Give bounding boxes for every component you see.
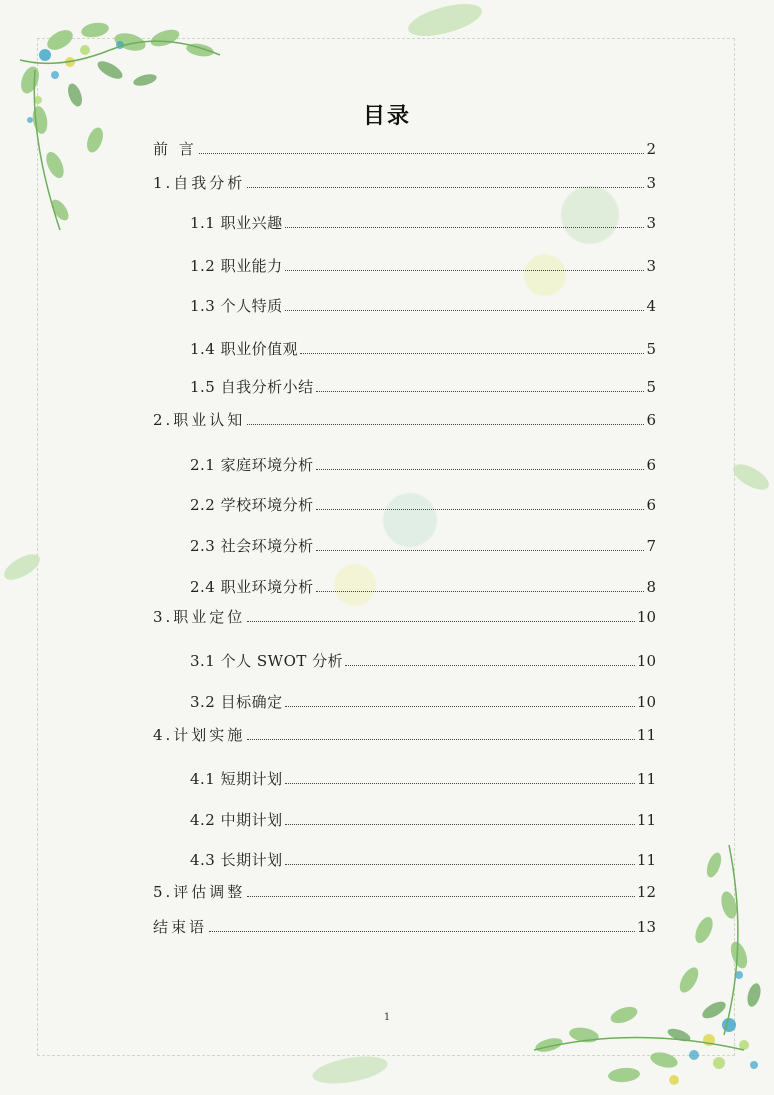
- toc-dot-leader: [300, 353, 644, 354]
- toc-entry-label: 1.2 职业能力: [190, 257, 283, 275]
- toc-dot-leader: [199, 153, 645, 154]
- toc-entry-label: 前 言: [153, 140, 197, 158]
- toc-page-number: 6: [646, 456, 656, 474]
- leaf-decoration-icon: [0, 545, 45, 590]
- toc-dot-leader: [285, 310, 645, 311]
- toc-entry[interactable]: [153, 882, 656, 902]
- toc-dot-leader: [247, 424, 644, 425]
- toc-subentry[interactable]: [190, 810, 656, 830]
- leaf-decoration-icon: [305, 1045, 395, 1090]
- toc-page-number: 10: [636, 693, 656, 711]
- toc-title: 目录: [362, 104, 411, 129]
- toc-page-number: 11: [636, 851, 656, 869]
- leaf-decoration-icon: [729, 455, 774, 500]
- toc-page-number: 10: [636, 608, 656, 626]
- toc-dot-leader: [316, 509, 645, 510]
- toc-dot-leader: [316, 591, 645, 592]
- toc-entry[interactable]: [153, 725, 656, 745]
- toc-page-number: 11: [636, 770, 656, 788]
- toc-entry-label: 1.5 自我分析小结: [190, 378, 314, 396]
- toc-entry[interactable]: [153, 607, 656, 627]
- toc-page-number: 6: [646, 496, 656, 514]
- floral-corner-bottom-right-icon: [514, 835, 774, 1095]
- toc-entry-label: 1.3 个人特质: [190, 297, 283, 315]
- toc-entry-label: 4.1 短期计划: [190, 770, 283, 788]
- toc-entry-label: 2.职业认知: [153, 411, 246, 429]
- toc-entry[interactable]: [153, 173, 656, 193]
- toc-subentry[interactable]: [190, 536, 656, 556]
- toc-entry-label: 2.2 学校环境分析: [190, 496, 314, 514]
- toc-entry-label: 5.评估调整: [153, 883, 246, 901]
- toc-dot-leader: [316, 550, 645, 551]
- toc-entry[interactable]: [153, 139, 656, 159]
- toc-subentry[interactable]: [190, 692, 656, 712]
- leaf-decoration-icon: [400, 0, 490, 40]
- toc-dot-leader: [285, 864, 635, 865]
- toc-page-number: 10: [636, 652, 656, 670]
- toc-page-number: 13: [636, 918, 656, 936]
- toc-subentry[interactable]: [190, 769, 656, 789]
- toc-page-number: 2: [646, 140, 656, 158]
- toc-subentry[interactable]: [190, 850, 656, 870]
- toc-subentry[interactable]: [190, 377, 656, 397]
- toc-subentry[interactable]: [190, 296, 656, 316]
- toc-dot-leader: [209, 931, 635, 932]
- toc-dot-leader: [247, 621, 635, 622]
- toc-page-number: 7: [646, 537, 656, 555]
- toc-entry-label: 4.2 中期计划: [190, 811, 283, 829]
- toc-entry-label: 结束语: [153, 918, 208, 936]
- toc-page-number: 3: [646, 174, 656, 192]
- toc-entry-label: 2.4 职业环境分析: [190, 578, 314, 596]
- toc-subentry[interactable]: [190, 495, 656, 515]
- toc-entry-label: 1.1 职业兴趣: [190, 214, 283, 232]
- toc-entry-label: 3.1 个人 SWOT 分析: [190, 652, 344, 670]
- toc-dot-leader: [316, 391, 645, 392]
- toc-entry[interactable]: [153, 410, 656, 430]
- toc-entry-label: 3.2 目标确定: [190, 693, 283, 711]
- toc-page-number: 3: [646, 257, 656, 275]
- toc-dot-leader: [285, 270, 645, 271]
- toc-entry-label: 2.3 社会环境分析: [190, 537, 314, 555]
- toc-dot-leader: [285, 706, 635, 707]
- toc-subentry[interactable]: [190, 339, 656, 359]
- toc-dot-leader: [285, 783, 635, 784]
- toc-entry-label: 2.1 家庭环境分析: [190, 456, 314, 474]
- toc-entry-label: 4.计划实施: [153, 726, 246, 744]
- toc-page-number: 6: [646, 411, 656, 429]
- page-number: 1: [383, 1012, 391, 1023]
- toc-subentry[interactable]: [190, 213, 656, 233]
- toc-subentry[interactable]: [190, 256, 656, 276]
- toc-page-number: 8: [646, 578, 656, 596]
- toc-dot-leader: [345, 665, 635, 666]
- toc-dot-leader: [247, 739, 635, 740]
- toc-dot-leader: [247, 896, 635, 897]
- toc-subentry[interactable]: [190, 651, 656, 671]
- toc-entry-label: 4.3 长期计划: [190, 851, 283, 869]
- toc-dot-leader: [285, 227, 645, 228]
- toc-dot-leader: [247, 187, 644, 188]
- toc-entry-label: 1.自我分析: [153, 174, 246, 192]
- toc-page-number: 5: [646, 340, 656, 358]
- toc-dot-leader: [285, 824, 635, 825]
- toc-page-number: 4: [646, 297, 656, 315]
- toc-page-number: 11: [636, 726, 656, 744]
- toc-subentry[interactable]: [190, 455, 656, 475]
- toc-page-number: 5: [646, 378, 656, 396]
- toc-subentry[interactable]: [190, 577, 656, 597]
- toc-page-number: 12: [636, 883, 656, 901]
- toc-dot-leader: [316, 469, 645, 470]
- toc-entry[interactable]: [153, 917, 656, 937]
- toc-page-number: 3: [646, 214, 656, 232]
- toc-page-number: 11: [636, 811, 656, 829]
- toc-entry-label: 3.职业定位: [153, 608, 246, 626]
- toc-entry-label: 1.4 职业价值观: [190, 340, 299, 358]
